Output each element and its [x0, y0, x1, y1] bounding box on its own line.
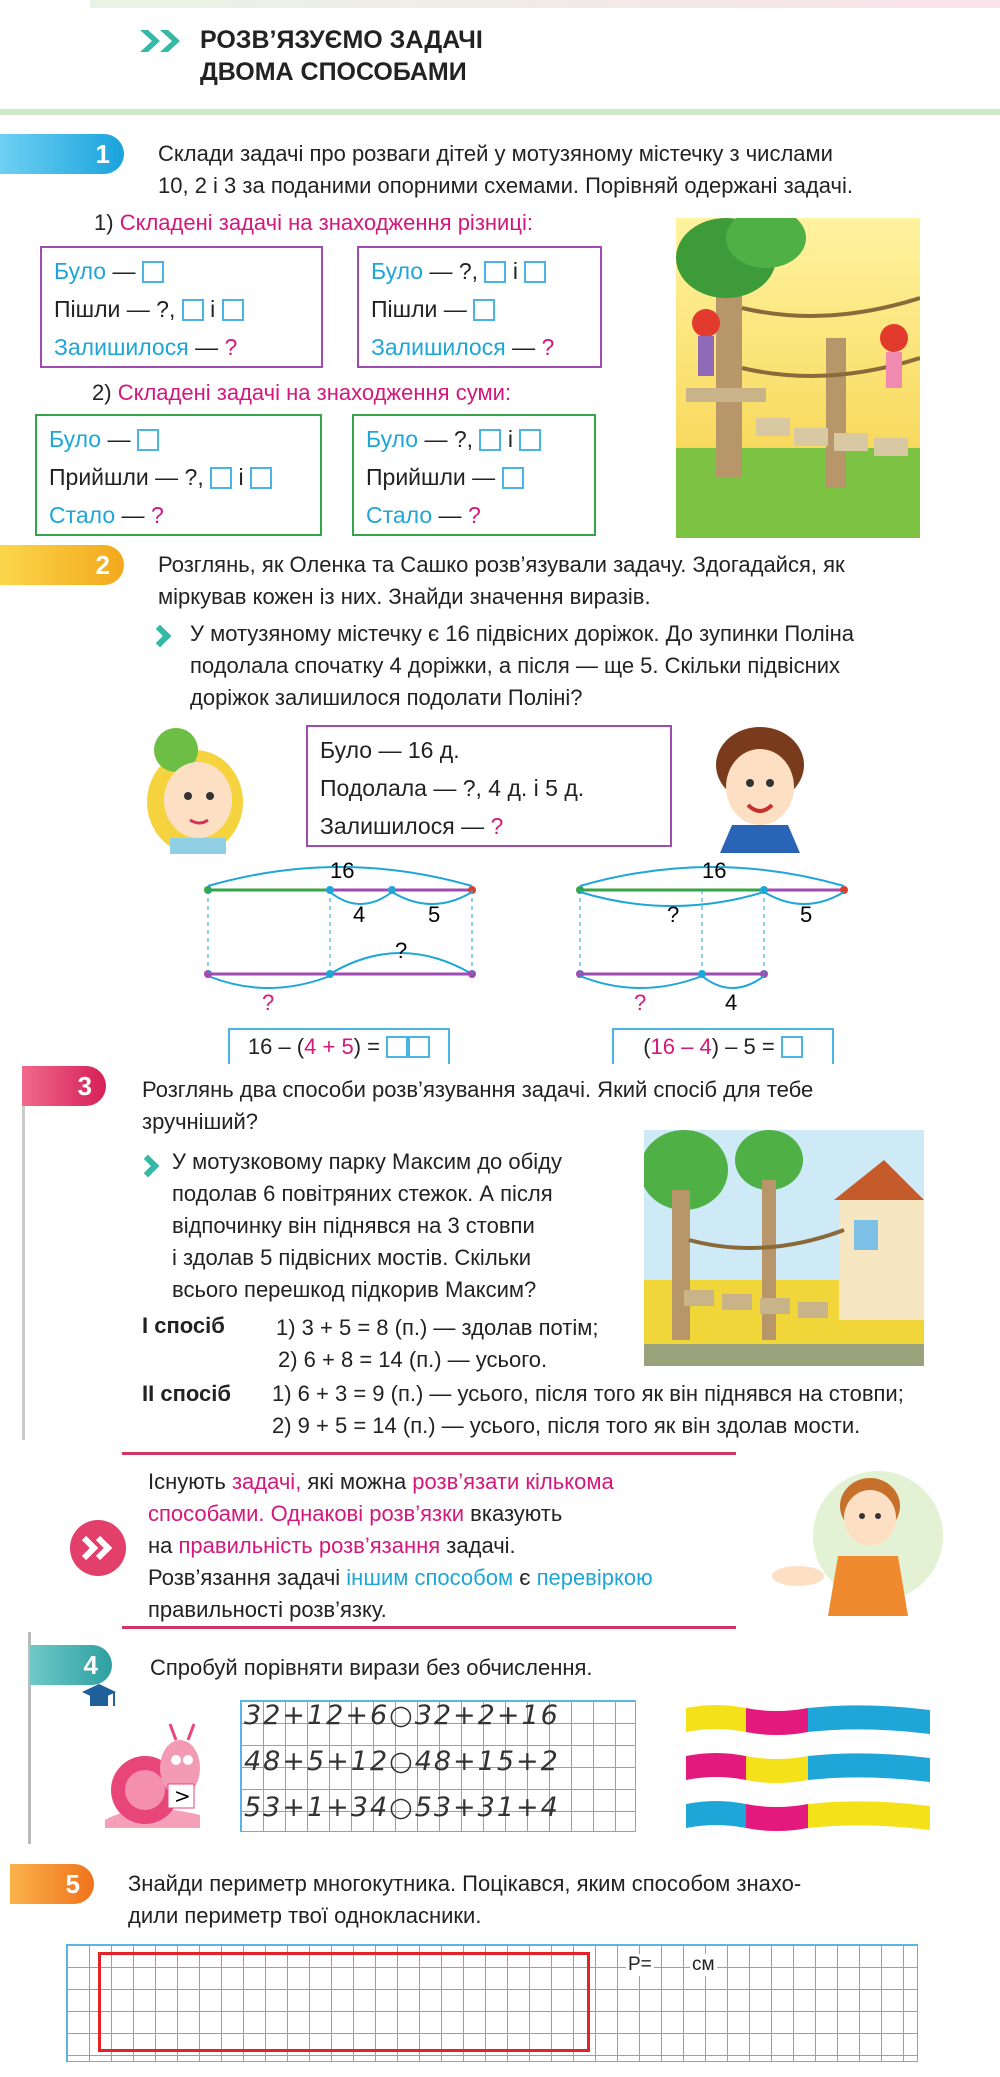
task-number-5: 5 — [10, 1864, 94, 1904]
rule-top-line — [122, 1452, 736, 1455]
boy-sashko-illustration — [712, 725, 808, 853]
diag1-total-label: 16 — [330, 858, 355, 883]
segment-diagram-sashko — [562, 850, 862, 1020]
comparison-row-3: 53+1+34○53+31+4 — [244, 1792, 560, 1823]
task2-problem: У мотузяному містечку є 16 підвісних доріжок. До зупинки Поліна подолала спочатку 4 доріжки, а після — ще 5. Скільки підвісних доріжок залишилося подолати Поліні? — [190, 621, 855, 710]
segment-diagram-olenka — [190, 850, 490, 1020]
expression-box-1: 16 – (4 + 5) = — [228, 1028, 450, 1064]
ribbon-1 — [686, 1702, 930, 1736]
task-number-4: 4 — [30, 1645, 112, 1685]
page-title: РОЗВ’ЯЗУЄМО ЗАДАЧІ ДВОМА СПОСОБАМИ — [200, 26, 483, 86]
diag1-answer-q: ? — [262, 990, 275, 1015]
diag1-b-label: 5 — [428, 902, 441, 927]
ribbon-2 — [686, 1750, 930, 1784]
task-number-3: 3 — [22, 1066, 106, 1106]
header-chevron-icon — [138, 28, 184, 54]
header-band — [0, 0, 1000, 115]
girl-olenka-illustration — [140, 722, 250, 854]
diag2-a-label: 4 — [725, 990, 738, 1015]
comparison-row-1: 32+12+6○32+2+16 — [244, 1700, 560, 1731]
graduation-cap-icon — [80, 1682, 118, 1712]
olenka-scheme-box: Було — 16 д. Подолала — ?, 4 д. і 5 д. Залишилося — ? — [306, 725, 672, 847]
header-top-stripe — [90, 0, 1000, 8]
scheme-box-sum-1: Було — Прийшли — ?, і Стало — ? — [35, 414, 322, 536]
rule-text: Існують задачі, які можна розв’язати кількома способами. Однакові розв’язки вказують на правильність розв’язання задачі. Розв’язання задачі іншим способом є перевіркою правильності розв’язку. — [148, 1469, 653, 1622]
method-2-label: ІІ спосіб — [142, 1381, 231, 1406]
teacher-boy-illustration — [758, 1466, 948, 1616]
task4-text: Спробуй порівняти вирази без обчислення. — [150, 1655, 593, 1680]
scheme-box-diff-2: Було — ?, і Пішли — Залишилося — ? — [357, 246, 602, 368]
ribbon-3 — [686, 1798, 930, 1832]
diag2-q-label: ? — [667, 902, 680, 927]
rope-park-house-illustration — [644, 1130, 924, 1366]
diag1-a-label: 4 — [353, 902, 366, 927]
task3-problem: У мотузковому парку Максим до обіду подолав 6 повітряних стежок. А після відпочинку він піднявся на 3 стовпи і здолав 5 підвісних мостів. Скільки всього перешкод підкорив Максим? — [172, 1149, 562, 1302]
rule-chevron-icon — [70, 1520, 126, 1576]
bullet-icon — [137, 1155, 160, 1178]
bullet-icon — [149, 625, 172, 648]
task3-text: Розглянь два способи розв’язування задачі. Який спосіб для тебе зручніший? — [142, 1077, 814, 1134]
task2-text: Розглянь, як Оленка та Сашко розв’язували задачу. Здогадайся, як міркував кожен із них. Знайди значення виразів. — [158, 552, 845, 609]
task1-text: Склади задачі про розваги дітей у мотузяному містечку з числами 10, 2 і 3 за поданими опорними схемами. Порівняй одержані задачі. — [158, 141, 853, 198]
perimeter-answer: P= — [628, 1954, 652, 1975]
method-1-label: І спосіб — [142, 1313, 225, 1338]
scheme-box-diff-1: Було — Пішли — ?, і Залишилося — ? — [40, 246, 323, 368]
task5-text: Знайди периметр многокутника. Поцікався, яким способом знахо- дили периметр твої однокласники. — [128, 1871, 802, 1928]
task3-left-rule — [22, 1106, 25, 1440]
task1-heading-difference: 1) Складені задачі на знаходження різниці: — [94, 210, 533, 235]
expression-box-2: (16 – 4) – 5 = — [612, 1028, 834, 1064]
method-2-steps: 1) 6 + 3 = 9 (п.) — усього, після того як він піднявся на стовпи; 2) 9 + 5 = 14 (п.) — усього, після того як він здолав мости. — [272, 1381, 904, 1438]
snail-illustration — [100, 1720, 210, 1830]
perimeter-unit: см — [692, 1954, 715, 1975]
task1-heading-sum: 2) Складені задачі на знаходження суми: — [92, 380, 511, 405]
method-1-steps: 1) 3 + 5 = 8 (п.) — здолав потім; 2) 6 + 8 = 14 (п.) — усього. — [276, 1315, 599, 1372]
task-number-2: 2 — [0, 545, 124, 585]
rule-bottom-line — [122, 1626, 736, 1629]
rope-park-illustration — [676, 218, 920, 538]
comparison-row-2: 48+5+12○48+15+2 — [244, 1746, 560, 1777]
scheme-box-sum-2: Було — ?, і Прийшли — Стало — ? — [352, 414, 596, 536]
polygon-shape — [98, 1952, 590, 2052]
diag2-answer-q: ? — [634, 990, 647, 1015]
diag2-b-label: 5 — [800, 902, 813, 927]
diag2-total-label: 16 — [702, 858, 727, 883]
diag1-q-label: ? — [395, 938, 408, 963]
snail-sign: > — [174, 1784, 191, 1808]
task-number-1: 1 — [0, 134, 124, 174]
